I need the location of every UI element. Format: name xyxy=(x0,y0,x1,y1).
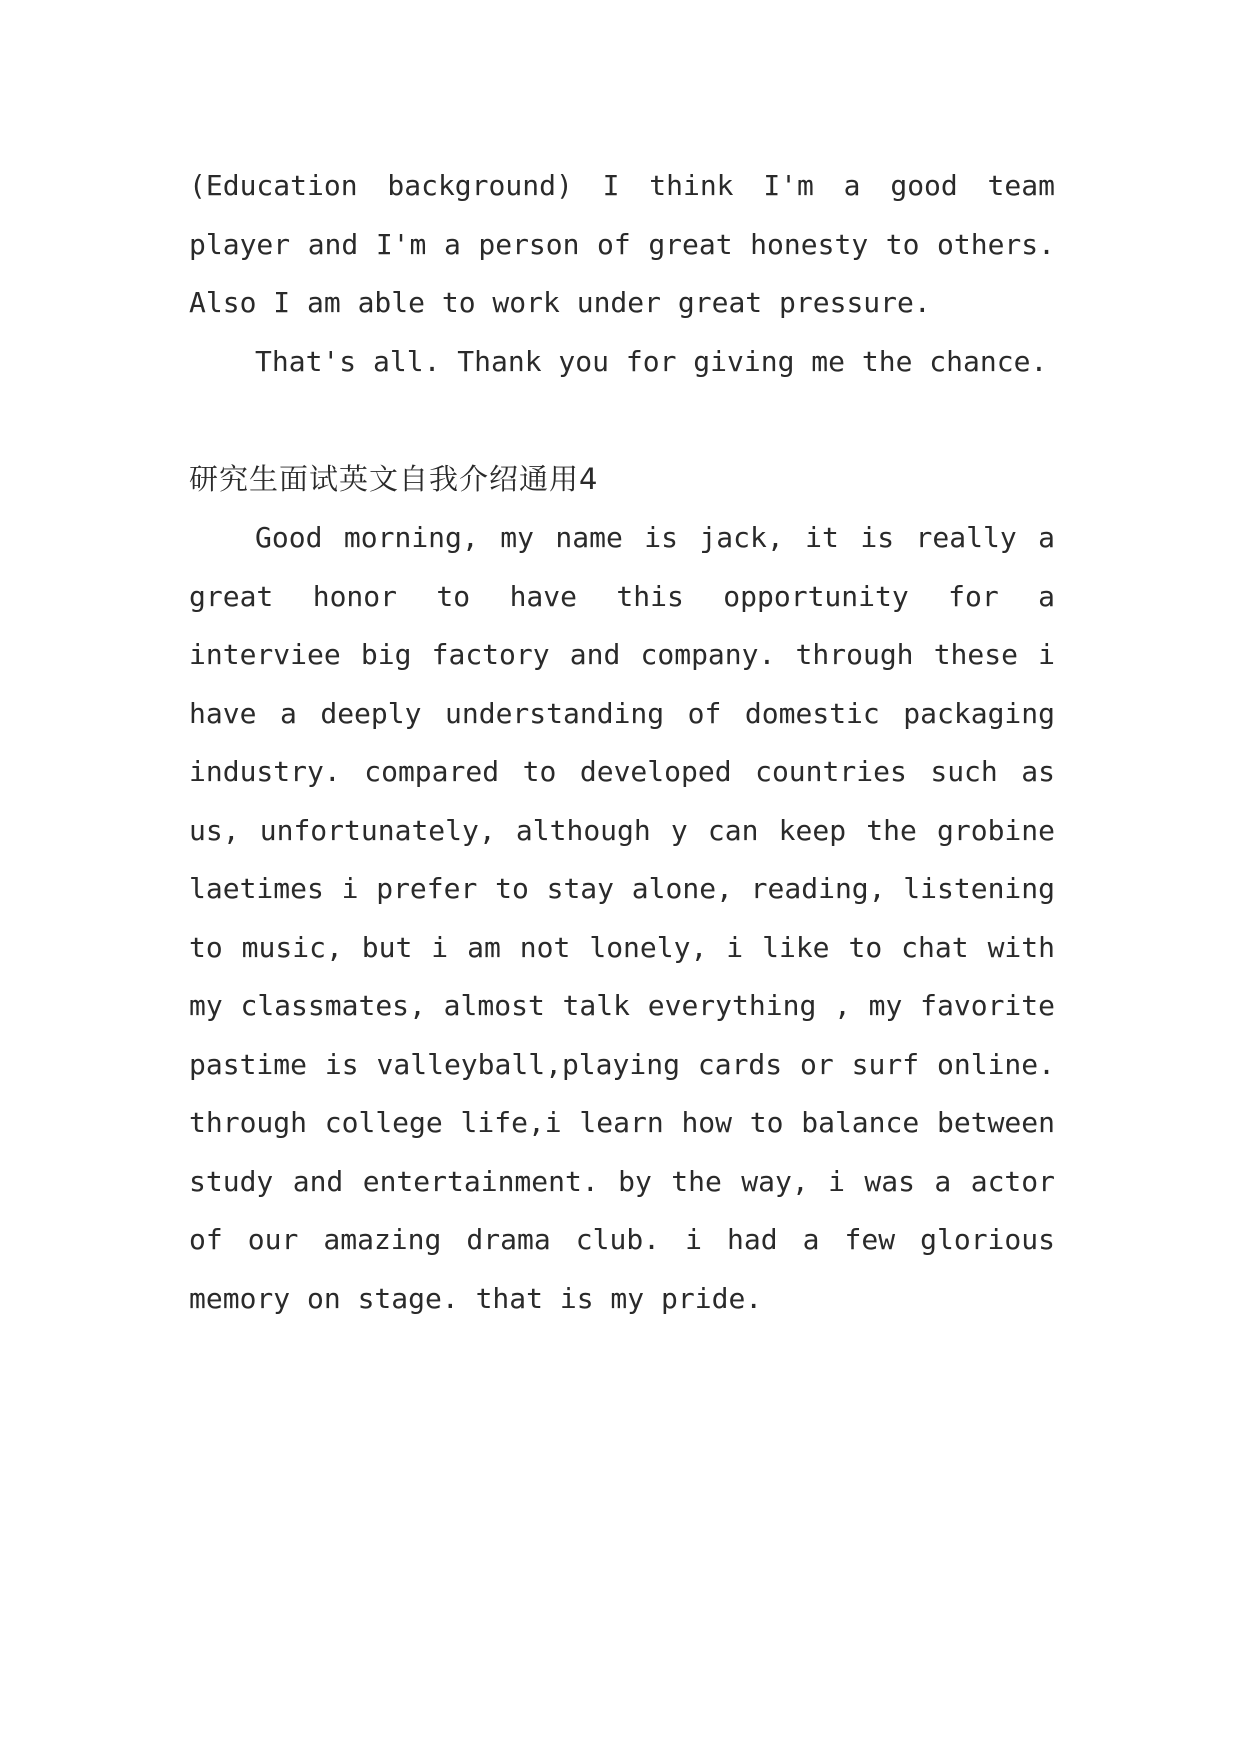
paragraph-line: (Education background) I think I'm a good team xyxy=(189,169,1055,202)
paragraph-line: Also I am able to work under great pressure. xyxy=(189,286,931,319)
paragraph-line: have a deeply understanding of domestic packaging xyxy=(189,696,1055,730)
closing-line: That's all. Thank you for giving me the chance. xyxy=(255,344,1048,378)
section-heading: 研究生面试英文自我介绍通用4 xyxy=(189,462,599,496)
paragraph-line: us, unfortunately, although y can keep the grobine xyxy=(189,813,1055,847)
paragraph-line: to music, but i am not lonely, i like to chat with xyxy=(189,930,1055,964)
paragraph-line: Good morning, my name is jack, it is really a xyxy=(255,521,1055,554)
paragraph-line: study and entertainment. by the way, i was a actor xyxy=(189,1164,1055,1198)
paragraph-line: through college life,i learn how to balance between xyxy=(189,1106,1055,1139)
paragraph-line: laetimes i prefer to stay alone, reading, listening xyxy=(189,872,1055,905)
paragraph-qualities xyxy=(189,157,1055,391)
paragraph-line: of our amazing drama club. i had a few glorious xyxy=(189,1223,1055,1256)
paragraph-line: player and I'm a person of great honesty to others. xyxy=(189,227,1055,261)
paragraph-line: interviee big factory and company. through these i xyxy=(189,638,1055,671)
paragraph-line: great honor to have this opportunity for a xyxy=(189,579,1055,613)
paragraph-line: my classmates, almost talk everything , my favorite xyxy=(189,989,1055,1022)
paragraph-line: memory on stage. that is my pride. xyxy=(189,1281,763,1315)
paragraph-introduction xyxy=(189,509,1055,1328)
paragraph-line: pastime is valleyball,playing cards or surf online. xyxy=(189,1047,1055,1081)
paragraph-line: industry. compared to developed countries such as xyxy=(189,755,1055,788)
